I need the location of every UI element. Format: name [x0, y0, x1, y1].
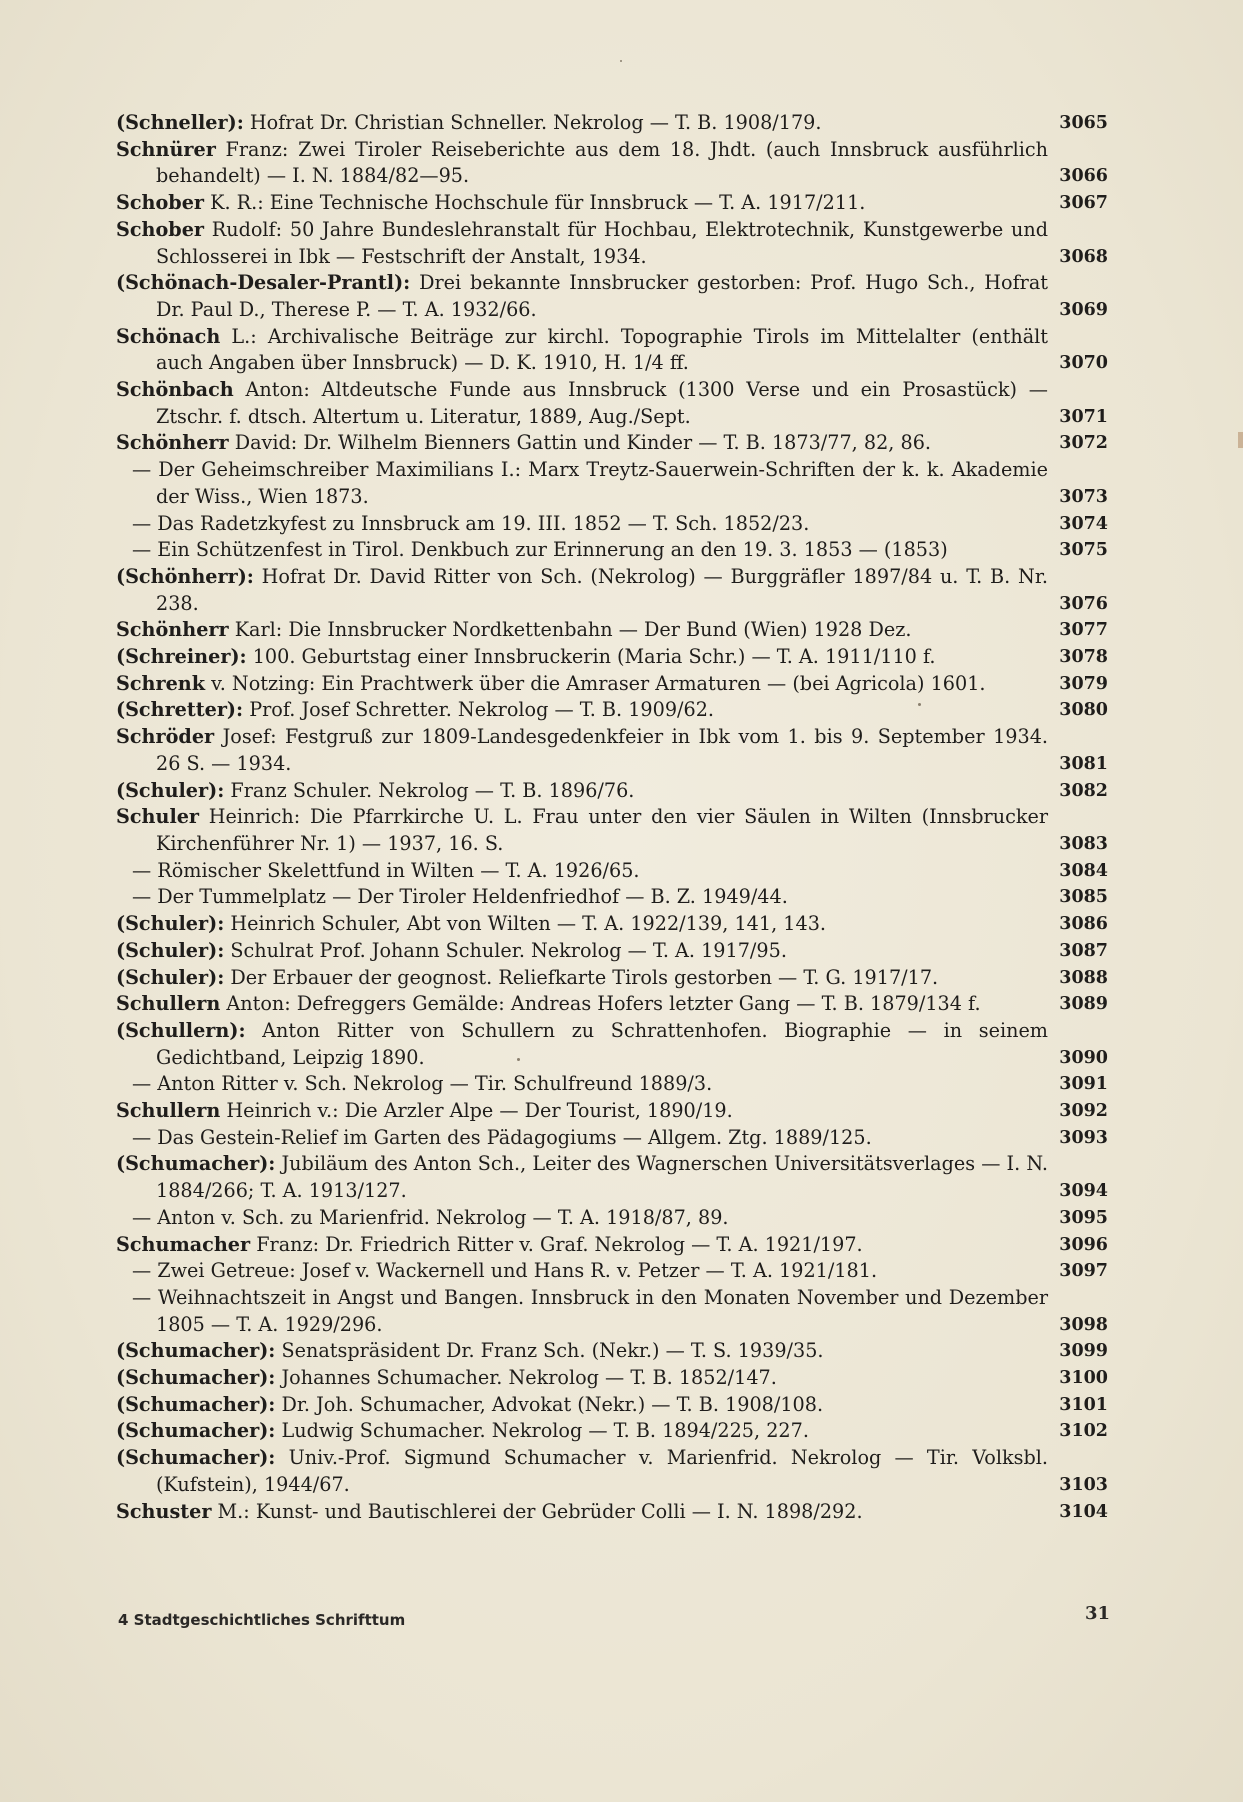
- entry-citation: Karl: Die Innsbrucker Nordkettenbahn — Der Bund (Wien) 1928 Dez.: [228, 618, 912, 642]
- entry-text: [116, 644, 1048, 671]
- entry-number: 3094: [1059, 1181, 1108, 1202]
- entry-citation: K. R.: Eine Technische Hochschule für Innsbruck — T. A. 1917/211.: [204, 191, 866, 215]
- bibliography-entry: [116, 1418, 1108, 1445]
- entry-citation: Hofrat Dr. Christian Schneller. Nekrolog — T. B. 1908/179.: [243, 111, 822, 134]
- bibliography-entry: [116, 457, 1108, 510]
- entry-text: [116, 1392, 1048, 1419]
- entry-heading: Schönherr: [116, 618, 229, 642]
- entry-text: [116, 377, 1048, 430]
- entry-heading: Schönherr: [116, 431, 229, 455]
- entry-citation: — Anton Ritter v. Sch. Nekrolog — Tir. Schulfreund 1889/3.: [132, 1072, 713, 1096]
- bibliography-entry: [116, 991, 1108, 1018]
- entry-heading: (Schreiner):: [116, 645, 247, 669]
- entry-number: 3099: [1059, 1341, 1108, 1362]
- entry-citation: Hofrat Dr. David Ritter von Sch. (Nekrolog) — Burggräfler 1897/84 u. T. B. Nr. 238.: [156, 564, 1048, 615]
- bibliography-entry: [116, 377, 1108, 430]
- entry-citation: Heinrich v.: Die Arzler Alpe — Der Tourist, 1890/19.: [220, 1099, 733, 1123]
- entry-number: 3103: [1059, 1474, 1108, 1495]
- entry-number: 3073: [1059, 486, 1108, 507]
- entry-citation: Franz: Dr. Friedrich Ritter v. Graf. Nekrolog — T. A. 1921/197.: [250, 1232, 863, 1256]
- entry-text: [116, 911, 1048, 938]
- entry-text: [132, 1258, 1048, 1285]
- entry-number: 3067: [1059, 193, 1108, 214]
- entry-citation: Drei bekannte Innsbrucker gestorben: Prof. Hugo Sch., Hofrat Dr. Paul D., Therese P. — T. A. 1932/66.: [156, 271, 1048, 321]
- bibliography-entry: [116, 1018, 1108, 1071]
- bibliography-entry: [116, 1098, 1108, 1125]
- entry-number: 3091: [1059, 1074, 1108, 1095]
- entry-text: [116, 965, 1048, 992]
- entry-text: [116, 1445, 1048, 1498]
- entry-heading: Schumacher: [116, 1232, 251, 1256]
- entry-number: 3098: [1059, 1314, 1108, 1335]
- entry-number: 3085: [1059, 887, 1108, 908]
- entry-citation: Heinrich: Die Pfarrkirche U. L. Frau unter den vier Säulen in Wilten (Innsbrucker Kirchenführer Nr. 1) — 1937, 16. S.: [156, 805, 1048, 855]
- entry-heading: (Schumacher):: [116, 1152, 276, 1176]
- entry-citation: Franz: Zwei Tiroler Reiseberichte aus dem 18. Jhdt. (auch Innsbruck ausführlich behandelt) — I. N. 1884/82—95.: [156, 137, 1048, 188]
- entry-citation: Anton: Defreggers Gemälde: Andreas Hofers letzter Gang — T. B. 1879/134 f.: [220, 992, 981, 1016]
- entry-text: [132, 1125, 1048, 1152]
- entry-text: [116, 270, 1048, 323]
- entry-citation: Ludwig Schumacher. Nekrolog — T. B. 1894/225, 227.: [275, 1419, 809, 1443]
- entry-citation: Rudolf: 50 Jahre Bundeslehranstalt für Hochbau, Elektrotechnik, Kunstgewerbe und Schlosserei in Ibk — Festschrift der Anstalt, 1934.: [156, 217, 1048, 268]
- entry-number: 3081: [1059, 753, 1108, 774]
- entry-number: 3076: [1059, 593, 1108, 614]
- bibliography-entry: [116, 1125, 1108, 1152]
- bibliography-list: [116, 110, 1108, 1525]
- bibliography-entry: [116, 1258, 1108, 1285]
- entry-heading: Schuler: [116, 805, 200, 829]
- entry-heading: Schober: [116, 217, 205, 241]
- paper-speck: [620, 60, 622, 62]
- entry-number: 3066: [1059, 166, 1108, 187]
- entry-number: 3070: [1059, 353, 1108, 374]
- entry-heading: (Schretter):: [116, 698, 244, 722]
- entry-number: 3087: [1059, 940, 1108, 961]
- bibliography-entry: [116, 1365, 1108, 1392]
- entry-text: [116, 804, 1048, 857]
- entry-text: [116, 1365, 1048, 1392]
- entry-citation: Heinrich Schuler, Abt von Wilten — T. A. 1922/139, 141, 143.: [224, 912, 827, 936]
- entry-citation: Univ.-Prof. Sigmund Schumacher v. Marienfrid. Nekrolog — Tir. Volksbl. (Kufstein), 1944/67.: [156, 1446, 1048, 1496]
- entry-heading: (Schuler):: [116, 938, 225, 962]
- bibliography-entry: [116, 911, 1108, 938]
- entry-text: [116, 1232, 1048, 1259]
- entry-text: [116, 1151, 1048, 1204]
- bibliography-entry: [116, 1499, 1108, 1526]
- bibliography-entry: [116, 617, 1108, 644]
- entry-heading: Schröder: [116, 725, 215, 749]
- entry-heading: (Schuler):: [116, 965, 225, 989]
- entry-text: [116, 217, 1048, 270]
- bibliography-entry: [116, 537, 1108, 564]
- entry-text: [132, 537, 1048, 564]
- entry-number: 3095: [1059, 1207, 1108, 1228]
- entry-heading: (Schumacher):: [116, 1419, 276, 1443]
- entry-citation: Johannes Schumacher. Nekrolog — T. B. 1852/147.: [275, 1366, 777, 1390]
- sheet-signature: 4 Stadtgeschichtliches Schrifttum: [118, 1611, 406, 1629]
- bibliography-entry: [116, 671, 1108, 698]
- bibliography-entry: [116, 430, 1108, 457]
- entry-text: [116, 1499, 1048, 1526]
- bibliography-entry: [116, 1285, 1108, 1338]
- entry-heading: Schullern: [116, 1099, 221, 1123]
- entry-number: 3093: [1059, 1127, 1108, 1148]
- entry-heading: (Schuler):: [116, 778, 225, 802]
- entry-citation: Senatspräsident Dr. Franz Sch. (Nekr.) — T. S. 1939/35.: [275, 1339, 824, 1363]
- bibliography-entry: [116, 965, 1108, 992]
- entry-citation: Franz Schuler. Nekrolog — T. B. 1896/76.: [224, 778, 635, 802]
- entry-heading: (Schumacher):: [116, 1392, 276, 1416]
- entry-heading: Schullern: [116, 992, 221, 1016]
- entry-number: 3102: [1059, 1421, 1108, 1442]
- entry-number: 3068: [1059, 246, 1108, 267]
- entry-heading: (Schumacher):: [116, 1446, 276, 1470]
- entry-number: 3090: [1059, 1047, 1108, 1068]
- entry-citation: — Das Radetzkyfest zu Innsbruck am 19. III. 1852 — T. Sch. 1852/23.: [132, 511, 810, 535]
- entry-heading: (Schumacher):: [116, 1366, 276, 1390]
- entry-citation: Anton: Altdeutsche Funde aus Innsbruck (1300 Verse und ein Prosastück) — Ztschr. f. dtsch. Altertum u. Literatur, 1889, Aug./Sept.: [156, 378, 1048, 428]
- entry-number: 3083: [1059, 833, 1108, 854]
- entry-text: [132, 1205, 1048, 1232]
- bibliography-entry: [116, 564, 1108, 617]
- entry-citation: Prof. Josef Schretter. Nekrolog — T. B. 1909/62.: [243, 698, 715, 722]
- entry-text: [132, 884, 1048, 911]
- entry-number: 3097: [1059, 1261, 1108, 1282]
- entry-text: [132, 457, 1048, 510]
- entry-heading: Schober: [116, 191, 205, 215]
- entry-text: [132, 1285, 1048, 1338]
- entry-citation: Schulrat Prof. Johann Schuler. Nekrolog — T. A. 1917/95.: [224, 938, 787, 962]
- entry-text: [116, 671, 1048, 698]
- entry-text: [116, 1418, 1048, 1445]
- entry-citation: — Weihnachtszeit in Angst und Bangen. Innsbruck in den Monaten November und Dezember 1805 — T. A. 1929/296.: [132, 1285, 1048, 1336]
- entry-heading: (Schumacher):: [116, 1339, 276, 1363]
- entry-number: 3082: [1059, 780, 1108, 801]
- bibliography-entry: [116, 324, 1108, 377]
- entry-heading: (Schneller):: [116, 111, 244, 134]
- bibliography-entry: [116, 644, 1108, 671]
- entry-text: [132, 858, 1048, 885]
- bibliography-entry: [116, 938, 1108, 965]
- entry-text: [132, 511, 1048, 538]
- bibliography-entry: [116, 217, 1108, 270]
- bibliography-entry: [116, 884, 1108, 911]
- entry-heading: (Schuler):: [116, 912, 225, 936]
- entry-number: 3089: [1059, 994, 1108, 1015]
- page-number: 31: [1085, 1603, 1111, 1624]
- bibliography-entry: [116, 270, 1108, 323]
- entry-number: 3092: [1059, 1101, 1108, 1122]
- entry-text: [116, 324, 1048, 377]
- entry-number: 3104: [1059, 1501, 1108, 1522]
- entry-number: 3075: [1059, 540, 1108, 561]
- entry-number: 3069: [1059, 299, 1108, 320]
- entry-number: 3074: [1059, 513, 1108, 534]
- entry-text: [116, 938, 1048, 965]
- entry-citation: Josef: Festgruß zur 1809-Landesgedenkfeier in Ibk vom 1. bis 9. September 1934. 26 S. — 1934.: [156, 725, 1048, 775]
- entry-number: 3078: [1059, 647, 1108, 668]
- entry-citation: v. Notzing: Ein Prachtwerk über die Amraser Armaturen — (bei Agricola) 1601.: [205, 671, 986, 695]
- entry-text: [116, 617, 1048, 644]
- entry-text: [116, 137, 1048, 190]
- entry-text: [132, 1071, 1048, 1098]
- bibliography-entry: [116, 1205, 1108, 1232]
- bibliography-entry: [116, 1232, 1108, 1259]
- entry-citation: — Zwei Getreue: Josef v. Wackernell und Hans R. v. Petzer — T. A. 1921/181.: [132, 1259, 878, 1283]
- entry-citation: Dr. Joh. Schumacher, Advokat (Nekr.) — T. B. 1908/108.: [275, 1392, 824, 1416]
- entry-citation: — Anton v. Sch. zu Marienfrid. Nekrolog — T. A. 1918/87, 89.: [132, 1205, 729, 1229]
- bibliography-entry: [116, 137, 1108, 190]
- entry-number: 3088: [1059, 967, 1108, 988]
- entry-heading: Schönbach: [116, 378, 234, 402]
- entry-citation: David: Dr. Wilhelm Bienners Gattin und Kinder — T. B. 1873/77, 82, 86.: [228, 431, 932, 455]
- entry-citation: M.: Kunst- und Bautischlerei der Gebrüder Colli — I. N. 1898/292.: [211, 1499, 863, 1523]
- entry-number: 3072: [1059, 433, 1108, 454]
- entry-number: 3071: [1059, 406, 1108, 427]
- entry-text: [116, 430, 1048, 457]
- entry-number: 3101: [1059, 1394, 1108, 1415]
- entry-text: [116, 778, 1048, 805]
- entry-number: 3096: [1059, 1234, 1108, 1255]
- entry-number: 3080: [1059, 700, 1108, 721]
- entry-number: 3077: [1059, 620, 1108, 641]
- entry-heading: Schönach: [116, 324, 221, 348]
- entry-citation: Jubiläum des Anton Sch., Leiter des Wagnerschen Universitätsverlages — I. N. 1884/266; T. A. 1913/127.: [156, 1152, 1048, 1203]
- entry-text: [116, 991, 1048, 1018]
- bibliography-entry: [116, 1392, 1108, 1419]
- entry-text: [116, 1018, 1048, 1071]
- entry-heading: (Schönach-Desaler-Prantl):: [116, 271, 411, 295]
- entry-heading: Schrenk: [116, 671, 206, 695]
- bibliography-entry: [116, 778, 1108, 805]
- entry-text: [116, 564, 1048, 617]
- entry-heading: Schuster: [116, 1499, 212, 1523]
- entry-heading: (Schullern):: [116, 1018, 246, 1042]
- entry-citation: L.: Archivalische Beiträge zur kirchl. Topographie Tirols im Mittelalter (enthält auch Angaben über Innsbruck) — D. K. 1910, H. 1/4 ff.: [156, 324, 1048, 375]
- bibliography-entry: [116, 1151, 1108, 1204]
- entry-number: 3086: [1059, 914, 1108, 935]
- entry-text: [116, 110, 1048, 137]
- paper-mark: [1238, 432, 1243, 448]
- bibliography-entry: [116, 1071, 1108, 1098]
- bibliography-entry: [116, 190, 1108, 217]
- bibliography-entry: [116, 1338, 1108, 1365]
- bibliography-entry: [116, 511, 1108, 538]
- bibliography-entry: [116, 1445, 1108, 1498]
- paper-speck: [918, 703, 921, 706]
- entry-number: 3084: [1059, 860, 1108, 881]
- entry-citation: — Römischer Skelettfund in Wilten — T. A. 1926/65.: [132, 858, 640, 882]
- entry-citation: — Der Tummelplatz — Der Tiroler Heldenfriedhof — B. Z. 1949/44.: [132, 885, 788, 909]
- entry-citation: Anton Ritter von Schullern zu Schrattenhofen. Biographie — in seinem Gedichtband, Leipzig 1890.: [156, 1018, 1048, 1069]
- paper-speck: [517, 1058, 520, 1061]
- bibliography-entry: [116, 110, 1108, 137]
- bibliography-entry: [116, 858, 1108, 885]
- entry-citation: — Der Geheimschreiber Maximilians I.: Marx Treytz-Sauerwein-Schriften der k. k. Akademie der Wiss., Wien 1873.: [132, 458, 1048, 508]
- entry-number: 3065: [1059, 113, 1108, 133]
- entry-text: [116, 1098, 1048, 1125]
- entry-citation: — Das Gestein-Relief im Garten des Pädagogiums — Allgem. Ztg. 1889/125.: [132, 1125, 872, 1149]
- entry-citation: 100. Geburtstag einer Innsbruckerin (Maria Schr.) — T. A. 1911/110 f.: [246, 645, 936, 669]
- bibliography-entry: [116, 697, 1108, 724]
- entry-heading: (Schönherr):: [116, 564, 254, 588]
- entry-text: [116, 697, 1048, 724]
- bibliography-entry: [116, 804, 1108, 857]
- entry-text: [116, 724, 1048, 777]
- entry-text: [116, 190, 1048, 217]
- entry-text: [116, 1338, 1048, 1365]
- bibliography-entry: [116, 724, 1108, 777]
- entry-number: 3079: [1059, 673, 1108, 694]
- entry-citation: Der Erbauer der geognost. Reliefkarte Tirols gestorben — T. G. 1917/17.: [224, 965, 939, 989]
- entry-number: 3100: [1059, 1368, 1108, 1389]
- entry-citation: — Ein Schützenfest in Tirol. Denkbuch zur Erinnerung an den 19. 3. 1853 — (1853): [132, 538, 948, 562]
- entry-heading: Schnürer: [116, 137, 216, 161]
